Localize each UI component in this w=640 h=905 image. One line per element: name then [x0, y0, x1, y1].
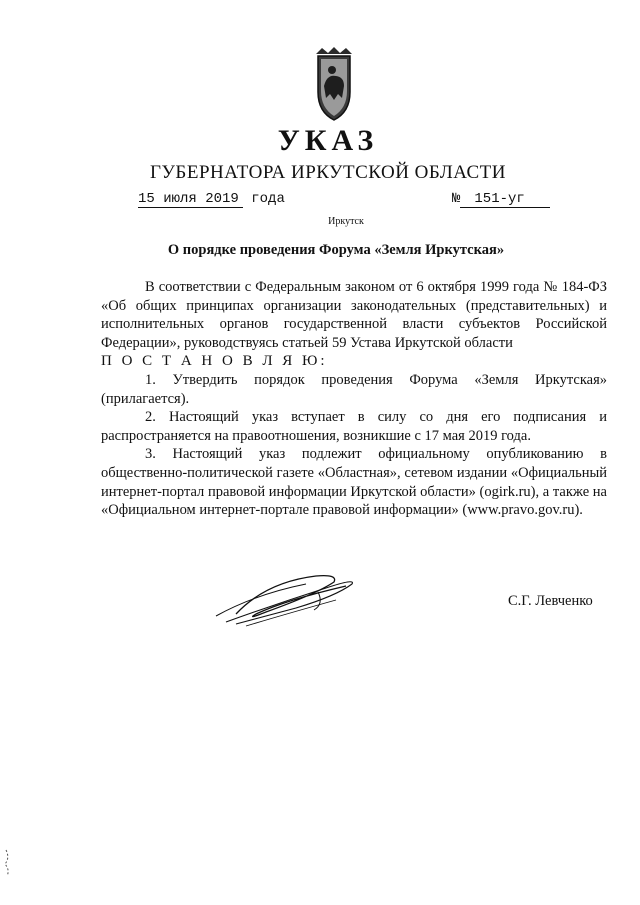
- document-body: [101, 278, 607, 520]
- coat-of-arms-emblem: [312, 46, 356, 124]
- number-prefix: №: [452, 191, 461, 207]
- signer-name: С.Г. Левченко: [508, 593, 593, 609]
- date-suffix: года: [251, 191, 285, 207]
- handwritten-signature: [206, 564, 366, 630]
- item-3: 3. Настоящий указ подлежит официальному опубликованию в общественно-политической газете «Областная», сетевом издании «Официальный интернет-портал правовой информации Иркутской области» (ogirk.ru), а также на «Официальном интернет-портале правовой информации» (www.pravo.gov.ru).: [101, 446, 607, 519]
- document-number: [452, 191, 550, 208]
- item-2: 2. Настоящий указ вступает в силу со дня его подписания и распространяется на правоотношения, возникшие с 17 мая 2019 года.: [101, 409, 607, 444]
- number-value: 151-уг: [460, 191, 550, 208]
- preamble-paragraph: В соответствии с Федеральным законом от 6 октября 1999 года № 184-ФЗ «Об общих принципах организации законодательных (представительных) и исполнительных органов государственной власти субъектов Российской Федерации», руководствуясь статьей 59 Устава Иркутской области: [101, 279, 607, 351]
- document-subtitle: ГУБЕРНАТОРА ИРКУТСКОЙ ОБЛАСТИ: [150, 162, 506, 183]
- item-1: 1. Утвердить порядок проведения Форума «Земля Иркутская» (прилагается).: [101, 371, 607, 407]
- document-heading: О порядке проведения Форума «Земля Иркутская»: [167, 242, 505, 258]
- document-city: Иркутск: [328, 216, 364, 227]
- document-date: [138, 191, 285, 207]
- document-title: УКАЗ: [277, 124, 379, 157]
- scan-mark: [2, 848, 14, 878]
- date-value: 15 июля 2019: [138, 191, 243, 208]
- decree-word: П О С Т А Н О В Л Я Ю:: [101, 353, 328, 370]
